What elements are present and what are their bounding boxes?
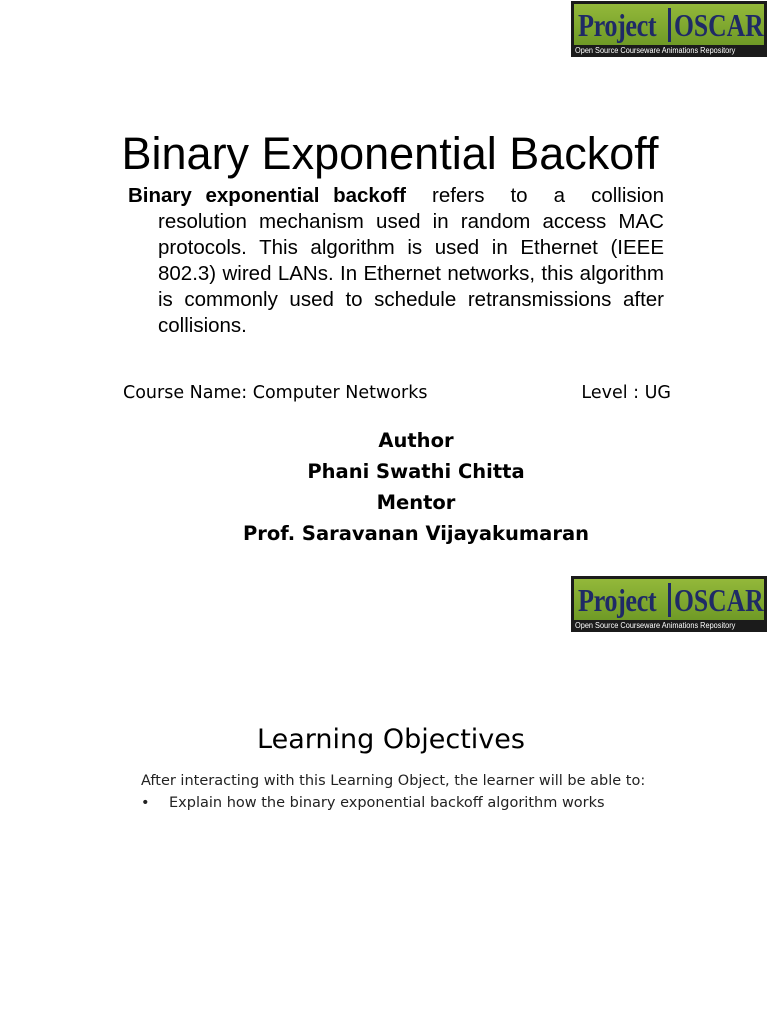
logo-word-project: Project bbox=[578, 582, 657, 618]
logo-word-oscar: OSCAR bbox=[674, 7, 764, 43]
logo-word-oscar: OSCAR bbox=[674, 582, 764, 618]
intro-paragraph bbox=[128, 183, 664, 339]
objective-list-item bbox=[141, 793, 605, 813]
intro-word: refers bbox=[432, 184, 485, 207]
intro-word: a bbox=[553, 184, 566, 207]
credits-block bbox=[0, 425, 768, 549]
objectives-intro: After interacting with this Learning Object, the learner will be able to: bbox=[141, 773, 646, 789]
intro-word: to bbox=[510, 184, 528, 207]
logo-tagline: Open Source Courseware Animations Repository bbox=[575, 621, 736, 630]
objective-text: Explain how the binary exponential backoff algorithm works bbox=[169, 795, 605, 811]
course-level: Level : UG bbox=[581, 383, 671, 403]
course-name: Course Name: Computer Networks bbox=[123, 383, 428, 403]
project-oscar-logo bbox=[571, 1, 767, 57]
author-name: Phani Swathi Chitta bbox=[307, 460, 525, 483]
logo-banner bbox=[574, 4, 764, 45]
mentor-name: Prof. Saravanan Vijayakumaran bbox=[242, 522, 589, 545]
page-title: Binary Exponential Backoff bbox=[121, 128, 659, 179]
objectives-title: Learning Objectives bbox=[257, 724, 525, 755]
intro-body: resolution mechanism used in random access MAC protocols. This algorithm is used in Ethernet (IEEE 802.3) wired LANs. In Ethernet networks, this algorithm is commonly used to schedule retransmissions after collisions. bbox=[158, 210, 664, 337]
bullet-icon: • bbox=[141, 795, 150, 811]
mentor-label: Mentor bbox=[376, 491, 456, 514]
logo-divider bbox=[668, 8, 671, 42]
logo-banner bbox=[574, 579, 764, 620]
intro-first-line bbox=[128, 183, 664, 209]
course-info-row bbox=[123, 381, 671, 405]
logo-tagline: Open Source Courseware Animations Repository bbox=[575, 46, 736, 55]
intro-bold-term: Binary exponential backoff bbox=[128, 184, 407, 207]
logo-divider bbox=[668, 583, 671, 617]
author-label: Author bbox=[378, 429, 454, 452]
logo-word-project: Project bbox=[578, 7, 657, 43]
project-oscar-logo-secondary bbox=[571, 576, 767, 632]
intro-word: collision bbox=[591, 184, 664, 207]
